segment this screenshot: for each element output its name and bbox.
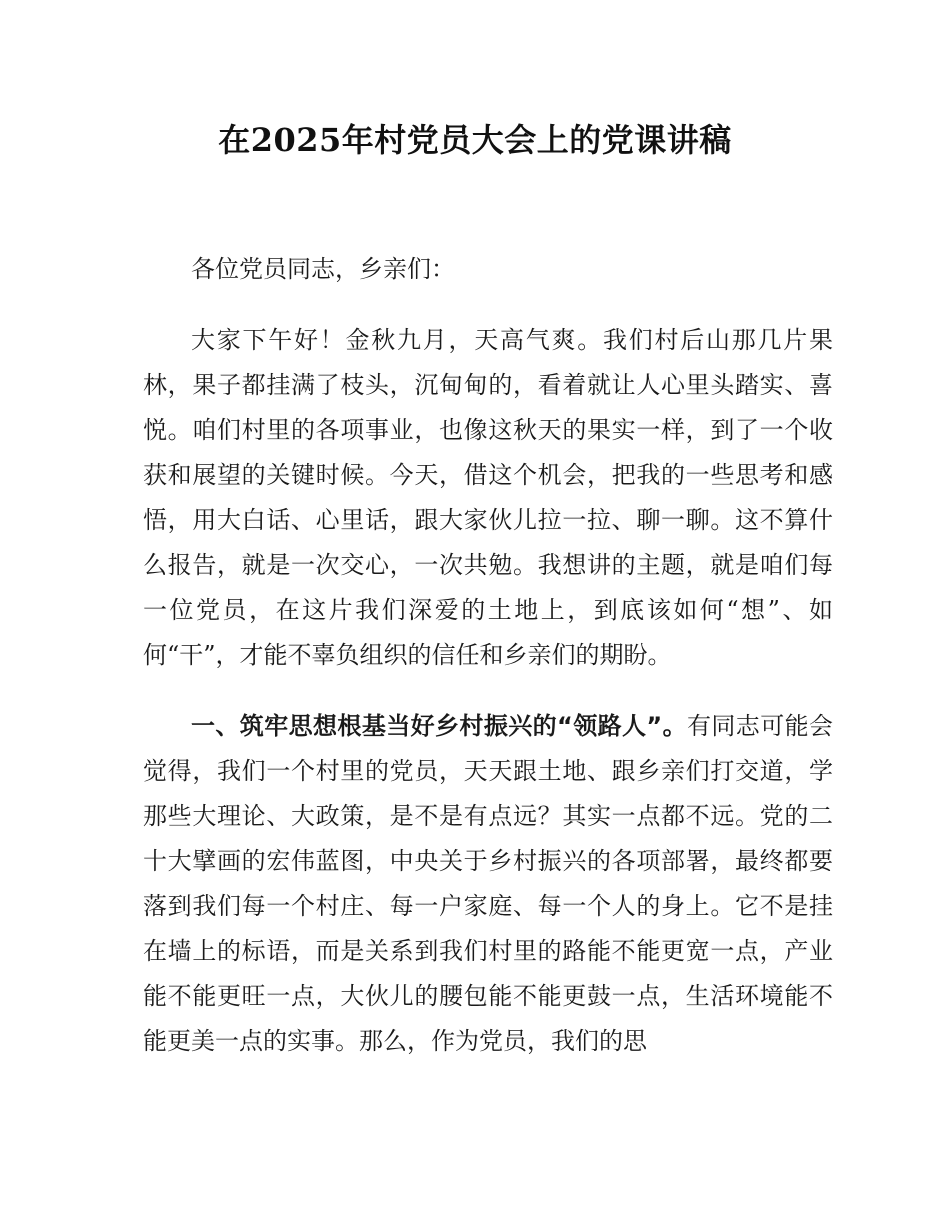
document-title: 在2025年村党员大会上的党课讲稿 — [218, 121, 732, 159]
salutation: 各位党员同志，乡亲们： — [191, 255, 455, 283]
paragraph-intro: 大家下午好！金秋九月，天高气爽。我们村后山那几片果林，果子都挂满了枝头，沉甸甸的，看着就让人心里头踏实、喜悦。咱们村里的各项事业，也像这秋天的果实一样，到了一个收获和展望的关键时候。今天，借这个机会，把我的一些思考和感悟，用大白话、心里话，跟大家伙儿拉一拉、聊一聊。这不算什么报告，就是一次交心，一次共勉。我想讲的主题，就是咱们每一位党员，在这片我们深爱的土地上，到底该如何“想”、如何“干”，才能不辜负组织的信任和乡亲们的期盼。 — [143, 326, 833, 669]
section-heading-one: 一、筑牢思想根基当好乡村振兴的“领路人”。 — [191, 712, 687, 740]
section-one-text: 有同志可能会觉得，我们一个村里的党员，天天跟土地、跟乡亲们打交道，学那些大理论、大政策，是不是有点远？其实一点都不远。党的二十大擘画的宏伟蓝图，中央关于乡村振兴的各项部署，最终都要落到我们每一个村庄、每一户家庭、每一个人的身上。它不是挂在墙上的标语，而是关系到我们村里的路能不能更宽一点，产业能不能更旺一点，大伙儿的腰包能不能更鼓一点，生活环境能不能更美一点的实事。那么，作为党员，我们的思 — [143, 712, 834, 1055]
document-body — [143, 247, 833, 1090]
paragraph-section-one — [143, 704, 833, 1064]
